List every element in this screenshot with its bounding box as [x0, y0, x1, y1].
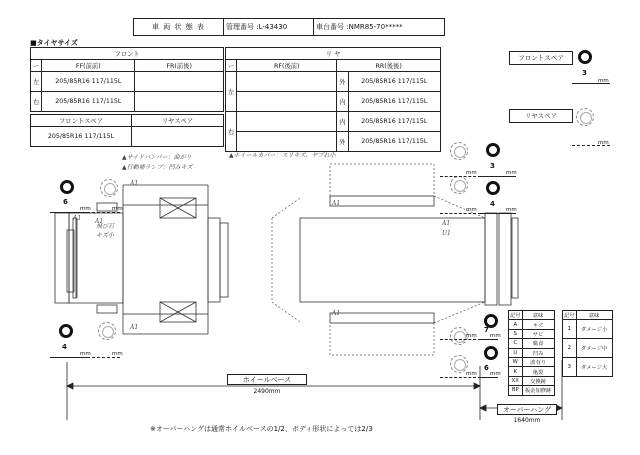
unit-mm: mm: [506, 170, 517, 176]
damage-note: 飛び石 キズ小: [96, 223, 115, 239]
rf-left-inner: [237, 92, 337, 112]
wheel-placeholder-icon: [450, 142, 468, 160]
legend-code: K: [509, 367, 523, 376]
legend-meaning: 交換跡: [522, 376, 554, 385]
unit-mm: mm: [80, 206, 91, 212]
handwritten-note: ▲ホイールカバー：スリキズ、ヤブれ小: [229, 152, 336, 159]
fr-header: FR(前後): [135, 60, 224, 72]
ff-left-size: 205/85R16 117/115L: [42, 72, 135, 92]
inner-label: 内: [337, 112, 348, 132]
truck-body-outline-dashed: [272, 164, 485, 355]
rf-right-inner: [237, 112, 337, 132]
rear-tire-table: [225, 47, 441, 152]
front-spare-header: フロントスペア: [31, 115, 132, 127]
tread-underline: [50, 357, 90, 358]
mgmt-label: 管理番号 :L-43430: [224, 19, 314, 36]
damage-mark: A1: [130, 180, 139, 187]
legend-meaning: キズ: [522, 320, 554, 329]
wheel-placeholder-icon: [98, 322, 116, 340]
legend-meaning: 亀裂: [522, 367, 554, 376]
rf-header: RF(後前): [237, 60, 337, 72]
damage-mark: A1: [95, 218, 104, 225]
outer-label: 外: [337, 132, 348, 152]
legend-code: XX: [509, 376, 523, 385]
unit-mm: mm: [466, 207, 477, 213]
legend-level-code: 1: [563, 320, 577, 339]
wheelbase-label: ホイールベース: [227, 374, 307, 385]
wheel-placeholder-icon: [450, 176, 468, 194]
rear-spare-tire-icon: [576, 108, 594, 126]
truck-body-rear: [300, 196, 518, 323]
wheelbase-value: 2490mm: [253, 388, 281, 395]
rr-left-outer-size: 205/85R16 117/115L: [348, 72, 440, 92]
left-label: 左: [226, 72, 237, 112]
unit-mm: mm: [506, 207, 517, 213]
legend-level-meaning: ダメージ大: [576, 358, 612, 377]
tread-underline: [440, 339, 476, 340]
overhang-value: 1640mm: [513, 417, 541, 424]
tread-front-right: 4: [62, 343, 67, 351]
rr-left-inner-size: 205/85R16 117/115L: [348, 92, 440, 112]
tread-underline: [92, 212, 120, 213]
frame-label: 車台番号 :NMR85-70*****: [314, 19, 445, 36]
tread-rear-left-inner: 4: [490, 200, 495, 208]
handwritten-note: ▲行動補ランプ：凹みキズ: [122, 164, 193, 171]
tread-underline: [478, 377, 498, 378]
legend-level-code: 3: [563, 358, 577, 377]
fr-right-empty: [135, 92, 224, 112]
unit-mm: mm: [466, 333, 477, 339]
right-label: 右: [31, 92, 42, 112]
front-spare-tire-icon: [578, 50, 592, 64]
wheel-placeholder-icon: [100, 179, 118, 197]
rear-header: リ ヤ: [226, 48, 441, 60]
legend-code: W: [509, 357, 523, 366]
rf-right-outer: [237, 132, 337, 152]
tire-icon-rear-left-inner: [486, 181, 500, 195]
legend-level-code: 2: [563, 339, 577, 358]
front-spare-size: 205/85R16 117/115L: [31, 127, 132, 147]
rr-right-outer-size: 205/85R16 117/115L: [348, 132, 440, 152]
frame-number: :NMR85-70*****: [346, 23, 403, 31]
damage-mark: A1: [332, 310, 341, 317]
legend-level-meaning: ダメージ中: [576, 339, 612, 358]
overhang-label: オーバーハング: [497, 404, 557, 415]
mgmt-number: :L-43430: [256, 23, 288, 31]
rr-right-inner-size: 205/85R16 117/115L: [348, 112, 440, 132]
damage-mark: A1: [332, 200, 341, 207]
tire-icon-rear-right-outer: [484, 346, 498, 360]
rear-spare-header: リヤスペア: [132, 115, 224, 127]
unit-mm: mm: [80, 351, 91, 357]
unit-mm: mm: [598, 78, 609, 84]
unit-mm: mm: [490, 333, 501, 339]
legend-meaning: 波有り: [522, 357, 554, 366]
unit-mm: mm: [490, 371, 501, 377]
damage-mark: A1: [73, 215, 82, 222]
front-spare-tread: 3: [582, 69, 587, 77]
fr-left-empty: [135, 72, 224, 92]
rr-header: RR(後後): [337, 60, 441, 72]
legend-code: U: [509, 348, 523, 357]
tread-rear-right-inner: 7: [484, 326, 489, 334]
legend-code: C: [509, 339, 523, 348]
ff-header: FF(前前): [42, 60, 135, 72]
unit-mm: mm: [466, 371, 477, 377]
tire-icon-front-right: [59, 324, 73, 338]
legend-meaning: サビ: [522, 329, 554, 338]
tread-underline: [440, 377, 476, 378]
tread-underline: [92, 357, 120, 358]
damage-mark: A1: [130, 324, 139, 331]
tread-underline: [440, 213, 476, 214]
form-title: 車 両 状 態 表: [134, 19, 224, 36]
right-label: 右: [226, 112, 237, 152]
rear-spare-label: リヤスペア: [509, 109, 573, 123]
left-label: 左: [31, 72, 42, 92]
dash-cell: ー: [226, 60, 237, 72]
rear-spare-empty: [132, 127, 224, 147]
dash-cell: ー: [31, 60, 42, 72]
handwritten-note: ▲サイドバンパー：曲がり: [122, 154, 192, 161]
tread-underline: [50, 212, 90, 213]
legend-code: A: [509, 320, 523, 329]
front-spare-label: フロントスペア: [509, 51, 573, 65]
tire-icon-rear-left-outer: [486, 143, 500, 157]
legend-code: S: [509, 329, 523, 338]
tread-rear-right-outer: 6: [484, 364, 489, 372]
tread-underline: [440, 176, 476, 177]
outer-label: 外: [337, 72, 348, 92]
header-table: [133, 18, 445, 36]
tread-underline: [478, 339, 498, 340]
unit-mm: mm: [466, 170, 477, 176]
tread-underline: [478, 176, 516, 177]
damage-mark: A1: [442, 220, 451, 227]
legend-col-code: 記号: [563, 311, 577, 320]
legend-col-code: 記号: [509, 311, 523, 320]
legend-col-meaning: 意味: [522, 311, 554, 320]
damage-level-legend: [562, 310, 613, 377]
legend-code: BP: [509, 386, 523, 395]
unit-mm: mm: [112, 351, 123, 357]
legend-meaning: 凹み: [522, 348, 554, 357]
front-header: フロント: [31, 48, 224, 60]
spare-tire-table: [30, 114, 224, 147]
legend-level-meaning: ダメージ小: [576, 320, 612, 339]
tread-underline: [478, 213, 516, 214]
legend-meaning: 板金加修跡: [522, 386, 554, 395]
unit-mm: mm: [112, 206, 123, 212]
legend-col-meaning: 意味: [576, 311, 612, 320]
front-tire-table: [30, 47, 224, 112]
tread-front-left: 6: [63, 198, 68, 206]
tread-rear-left-outer: 3: [490, 162, 495, 170]
tire-icon-front-left: [60, 180, 74, 194]
damage-code-legend: [508, 310, 555, 396]
legend-meaning: 腐食: [522, 339, 554, 348]
rf-left-outer: [237, 72, 337, 92]
unit-mm: mm: [598, 140, 609, 146]
tire-size-heading: ■タイヤサイズ: [30, 39, 78, 47]
inner-label: 内: [337, 92, 348, 112]
damage-mark: U1: [442, 230, 451, 237]
footnote: ※オーバーハングは通常ホイルベースの1/2、ボディ形状によっては2/3: [150, 425, 373, 433]
ff-right-size: 205/85R16 117/115L: [42, 92, 135, 112]
